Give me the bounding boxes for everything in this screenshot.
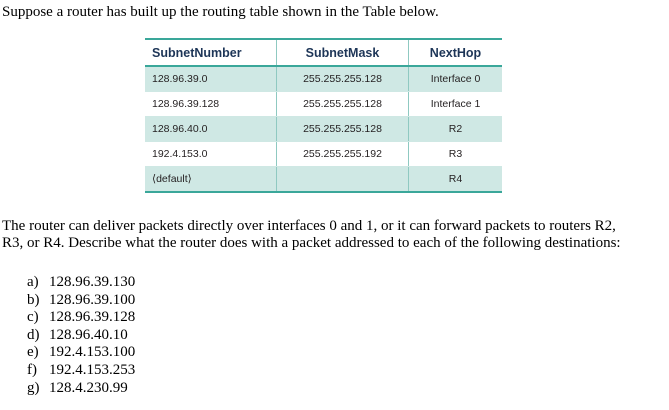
list-item: [27, 309, 135, 327]
item-address: 128.96.39.130: [49, 274, 136, 290]
subnet-number-cell: 192.4.153.0: [145, 142, 277, 167]
item-letter: d): [27, 326, 40, 343]
subnet-mask-cell: 255.255.255.128: [277, 66, 409, 92]
table-row: [145, 92, 502, 117]
item-letter: f): [27, 361, 37, 378]
question-line-2: R3, or R4. Describe what the router does with a packet addressed to each of the following destinations:: [2, 235, 621, 251]
item-letter: g): [27, 379, 40, 396]
item-address: 128.96.40.10: [49, 326, 128, 343]
item-letter: e): [27, 344, 39, 361]
next-hop-cell: R3: [409, 142, 503, 167]
header-next-hop: NextHop: [409, 39, 503, 66]
list-item: [27, 362, 135, 380]
item-address: 192.4.153.253: [49, 361, 136, 378]
next-hop-cell: Interface 1: [409, 92, 503, 117]
destination-list: [27, 274, 135, 397]
table-header-row: [145, 39, 502, 66]
subnet-mask-cell: 255.255.255.192: [277, 142, 409, 167]
subnet-mask-cell: [277, 167, 409, 193]
subnet-number-cell: 128.96.40.0: [145, 117, 277, 142]
table-row: [145, 142, 502, 167]
question-text: [2, 218, 667, 252]
table-row: [145, 117, 502, 142]
subnet-mask-cell: 255.255.255.128: [277, 92, 409, 117]
item-address: 192.4.153.100: [49, 344, 136, 361]
header-subnet-mask: SubnetMask: [277, 39, 409, 66]
item-address: 128.4.230.99: [49, 379, 128, 396]
next-hop-cell: Interface 0: [409, 66, 503, 92]
routing-table: [145, 38, 502, 193]
question-line-1: The router can deliver packets directly over interfaces 0 and 1, or it can forward packets to routers R2,: [2, 218, 616, 234]
table-row: [145, 66, 502, 92]
item-address: 128.96.39.100: [49, 291, 136, 308]
list-item: [27, 327, 135, 345]
subnet-number-cell: ⟨default⟩: [145, 167, 277, 193]
subnet-mask-cell: 255.255.255.128: [277, 117, 409, 142]
subnet-number-cell: 128.96.39.0: [145, 66, 277, 92]
list-item: [27, 380, 135, 398]
list-item: [27, 292, 135, 310]
intro-text: Suppose a router has built up the routing table shown in the Table below.: [2, 4, 439, 20]
item-letter: c): [27, 309, 39, 326]
item-letter: a): [27, 274, 39, 290]
table-row: [145, 167, 502, 193]
subnet-number-cell: 128.96.39.128: [145, 92, 277, 117]
list-item: [27, 274, 135, 292]
item-address: 128.96.39.128: [49, 309, 136, 326]
next-hop-cell: R2: [409, 117, 503, 142]
item-letter: b): [27, 291, 40, 308]
next-hop-cell: R4: [409, 167, 503, 193]
list-item: [27, 344, 135, 362]
header-subnet-number: SubnetNumber: [145, 39, 277, 66]
